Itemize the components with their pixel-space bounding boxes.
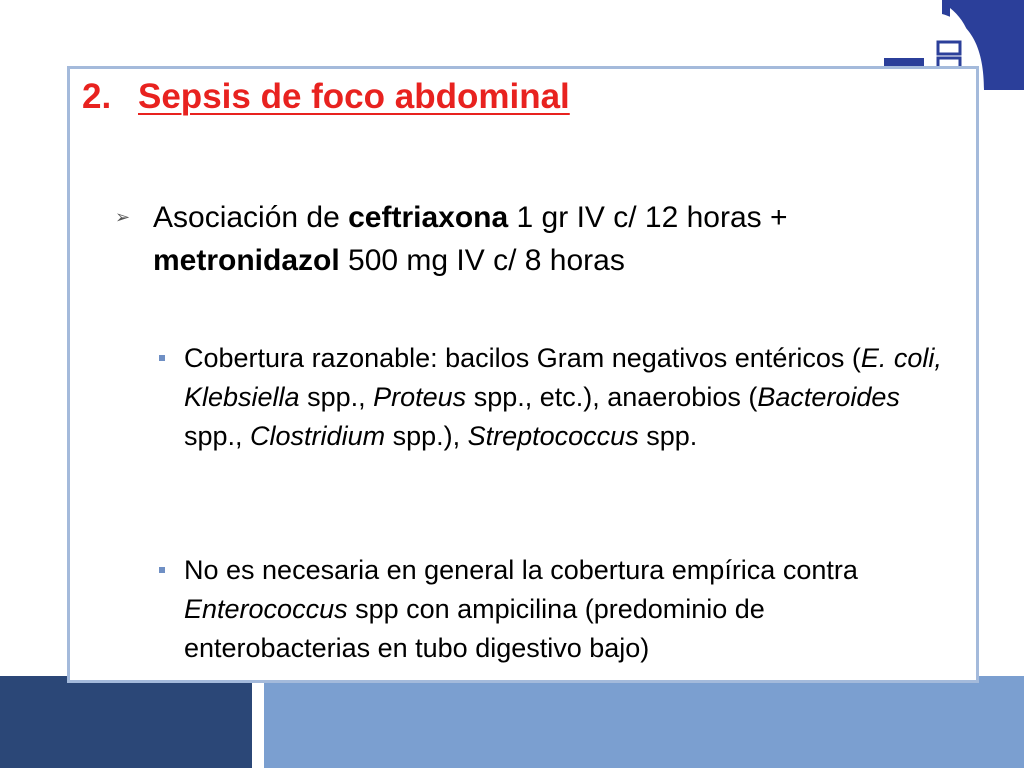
main-bullet [115, 196, 955, 282]
italic-organism: Enterococcus [184, 594, 348, 624]
text-run: spp., [299, 382, 374, 412]
slide-title [82, 77, 570, 117]
text-run: spp con ampicilina (predominio de enterobacterias en tubo digestivo bajo) [184, 594, 765, 663]
square-bullet-icon [159, 355, 165, 361]
dose-metronidazol: 500 mg IV c/ 8 horas [339, 244, 625, 277]
content-frame [67, 66, 979, 683]
title-text: Sepsis de foco abdominal [138, 77, 570, 116]
main-bullet-text [153, 196, 955, 282]
text-run: spp. [638, 421, 698, 451]
dose-ceftriaxona: 1 gr IV c/ 12 horas + [508, 201, 788, 234]
text-run: spp., [184, 421, 251, 451]
text-run: spp.), [385, 421, 468, 451]
sub-bullet-coverage-text [184, 339, 955, 456]
italic-organism: Clostridium [250, 421, 386, 451]
footer-bar-dark [0, 676, 252, 768]
italic-organism: E. coli, Klebsiella [184, 343, 942, 412]
sub-bullet-enterococcus-text [184, 551, 955, 668]
text-run: Cobertura razonable: bacilos Gram negativos entéricos ( [184, 343, 861, 373]
italic-organism: Bacteroides [757, 382, 900, 412]
arrow-bullet-icon: ➢ [115, 207, 131, 227]
footer-bar-light [264, 676, 1024, 768]
drug-metronidazol: metronidazol [153, 244, 340, 277]
main-bullet-prefix: Asociación de [153, 201, 349, 234]
square-bullet-icon [159, 567, 165, 573]
italic-organism: Streptococcus [467, 421, 639, 451]
title-number: 2. [82, 77, 112, 116]
sub-bullet-coverage [155, 339, 955, 456]
italic-organism: Proteus [373, 382, 467, 412]
text-run: No es necesaria en general la cobertura empírica contra [184, 555, 858, 585]
sub-bullet-enterococcus [155, 551, 955, 668]
text-run: spp., etc.), anaerobios ( [466, 382, 758, 412]
drug-ceftriaxona: ceftriaxona [348, 201, 509, 234]
